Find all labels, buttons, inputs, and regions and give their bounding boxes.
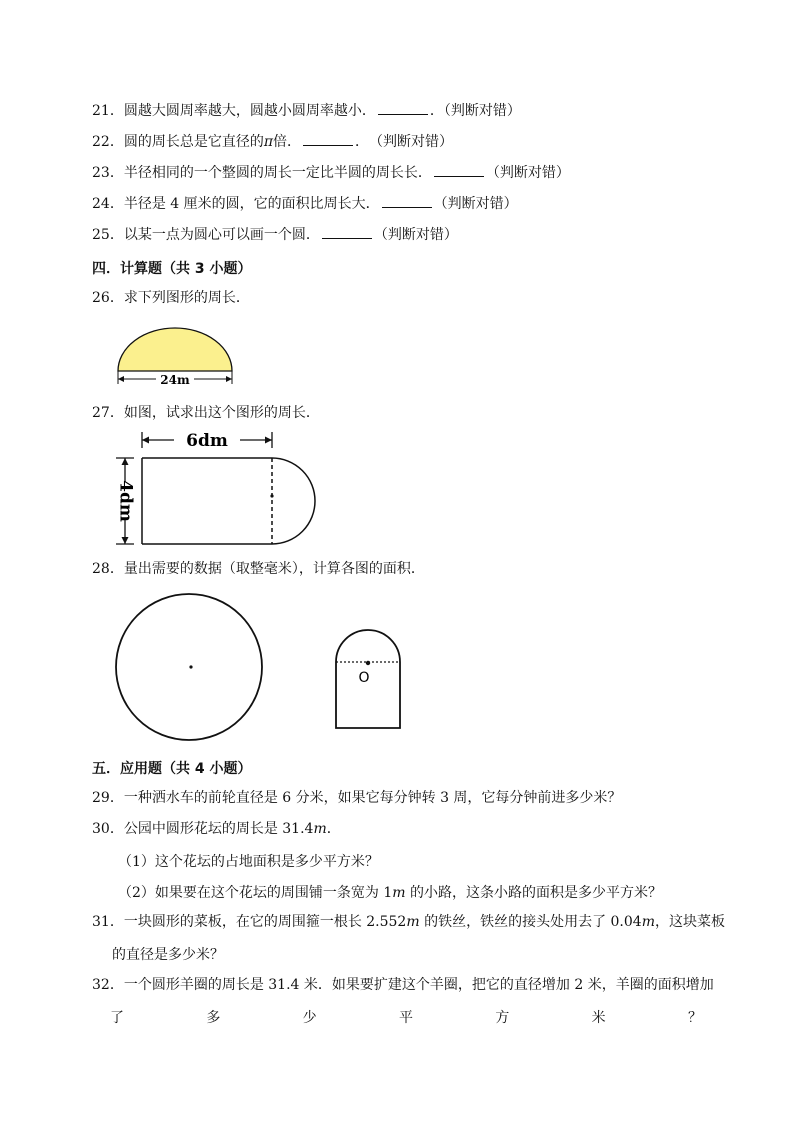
question-30-sub-2-a: （2）如果要在这个花坛的周围铺一条宽为 1: [118, 885, 393, 901]
semicircle-center-dot: [270, 494, 273, 497]
question-27: 27．如图，试求出这个图形的周长．: [92, 405, 320, 421]
question-31-line-2: 的直径是多少米？: [112, 947, 224, 963]
question-30-sub-2: [118, 882, 662, 902]
section-4-heading: 四．计算题（共 3 小题）: [92, 261, 252, 277]
semicircle-diameter-label: 24m: [160, 373, 190, 387]
side-arrow-bottom: [122, 537, 129, 544]
question-31-text-a: 31．一块圆形的菜板，在它的周围箍一根长 2.552: [92, 914, 407, 930]
height-label: 4dm: [115, 480, 136, 522]
semicircle-shape: [118, 328, 232, 371]
unit-m: m: [406, 914, 420, 930]
question-23-tail: （判断对错）: [485, 165, 570, 181]
semicircle-figure: [110, 318, 240, 388]
arrowhead-left: [118, 376, 124, 382]
question-21: [92, 102, 521, 120]
question-32: 32．一个圆形羊圈的周长是 31.4 米．如果要扩建这个羊圈，把它的直径增加 2 米，羊圈的面积增加: [92, 977, 714, 993]
question-22: [92, 133, 453, 151]
question-25-tail: （判断对错）: [373, 227, 458, 243]
question-30: [92, 820, 341, 838]
question-31: [92, 913, 725, 931]
question-23: [92, 164, 570, 182]
spread-char: 多: [206, 1010, 221, 1026]
question-31-text-c: ，这块菜板: [654, 914, 725, 930]
question-26: 26．求下列图形的周长．: [92, 290, 250, 306]
question-30-text-a: 30．公园中圆形花坛的周长是 31.4: [92, 821, 314, 837]
large-circle: [116, 594, 262, 740]
section-5-heading: 五．应用题（共 4 小题）: [92, 761, 252, 777]
question-29: 29．一种洒水车的前轮直径是 6 分米，如果它每分钟转 3 周，它每分钟前进多少米？: [92, 790, 622, 806]
question-22-tail: ． （判断对错）: [355, 134, 454, 150]
arch-center-label: O: [358, 670, 370, 686]
question-24: [92, 195, 518, 213]
spread-char: ？: [687, 1010, 702, 1026]
unit-m: m: [392, 885, 406, 901]
question-30-text-b: ．: [326, 821, 341, 837]
question-31-text-b: 的铁丝，铁丝的接头处用去了 0.04: [419, 914, 642, 930]
arrowhead-right: [226, 376, 232, 382]
spread-char: 方: [495, 1010, 510, 1026]
spread-char: 米: [591, 1010, 606, 1026]
answer-blank-25[interactable]: [322, 226, 372, 239]
spread-char: 了: [110, 1010, 124, 1026]
question-30-sub-2-b: 的小路，这条小路的面积是多少平方米？: [405, 885, 662, 901]
question-22-text-a: 22．圆的周长总是它直径的: [92, 134, 264, 150]
question-21-text: 21．圆越大圆周率越大，圆越小圆周率越小．: [92, 103, 376, 119]
question-30-sub-1: （1）这个花坛的占地面积是多少平方米？: [118, 854, 379, 870]
attached-semicircle-arc: [272, 458, 315, 544]
question-32-line-2: [110, 1007, 702, 1027]
unit-m: m: [313, 821, 327, 837]
pi-symbol: π: [263, 134, 274, 150]
question-24-tail: （判断对错）: [433, 196, 518, 212]
answer-blank-21[interactable]: [378, 102, 428, 115]
question-28: 28．量出需要的数据（取整毫米），计算各图的面积．: [92, 561, 425, 577]
question-23-text: 23．半径相同的一个整圆的周长一定比半圆的周长长．: [92, 165, 432, 181]
spread-char: 平: [398, 1010, 413, 1026]
large-circle-center: [189, 665, 192, 668]
answer-blank-24[interactable]: [382, 195, 432, 208]
side-arrow-top: [122, 458, 129, 465]
question-25: [92, 226, 458, 244]
question-24-text: 24．半径是 4 厘米的圆，它的面积比周长大．: [92, 196, 380, 212]
spread-char: 少: [302, 1010, 317, 1026]
arch-center-dot: [366, 661, 370, 665]
rectangle-semicircle-figure: [112, 428, 322, 550]
answer-blank-23[interactable]: [434, 164, 484, 177]
top-arrow-left: [142, 437, 149, 444]
answer-blank-22[interactable]: [303, 133, 353, 146]
width-label: 6dm: [186, 431, 228, 451]
unit-m: m: [641, 914, 655, 930]
question-22-text-b: 倍．: [273, 134, 302, 150]
question-21-tail: ．（判断对错）: [429, 103, 521, 119]
area-figures: [112, 590, 412, 740]
question-25-text: 25．以某一点为圆心可以画一个圆．: [92, 227, 320, 243]
top-arrow-right: [265, 437, 272, 444]
